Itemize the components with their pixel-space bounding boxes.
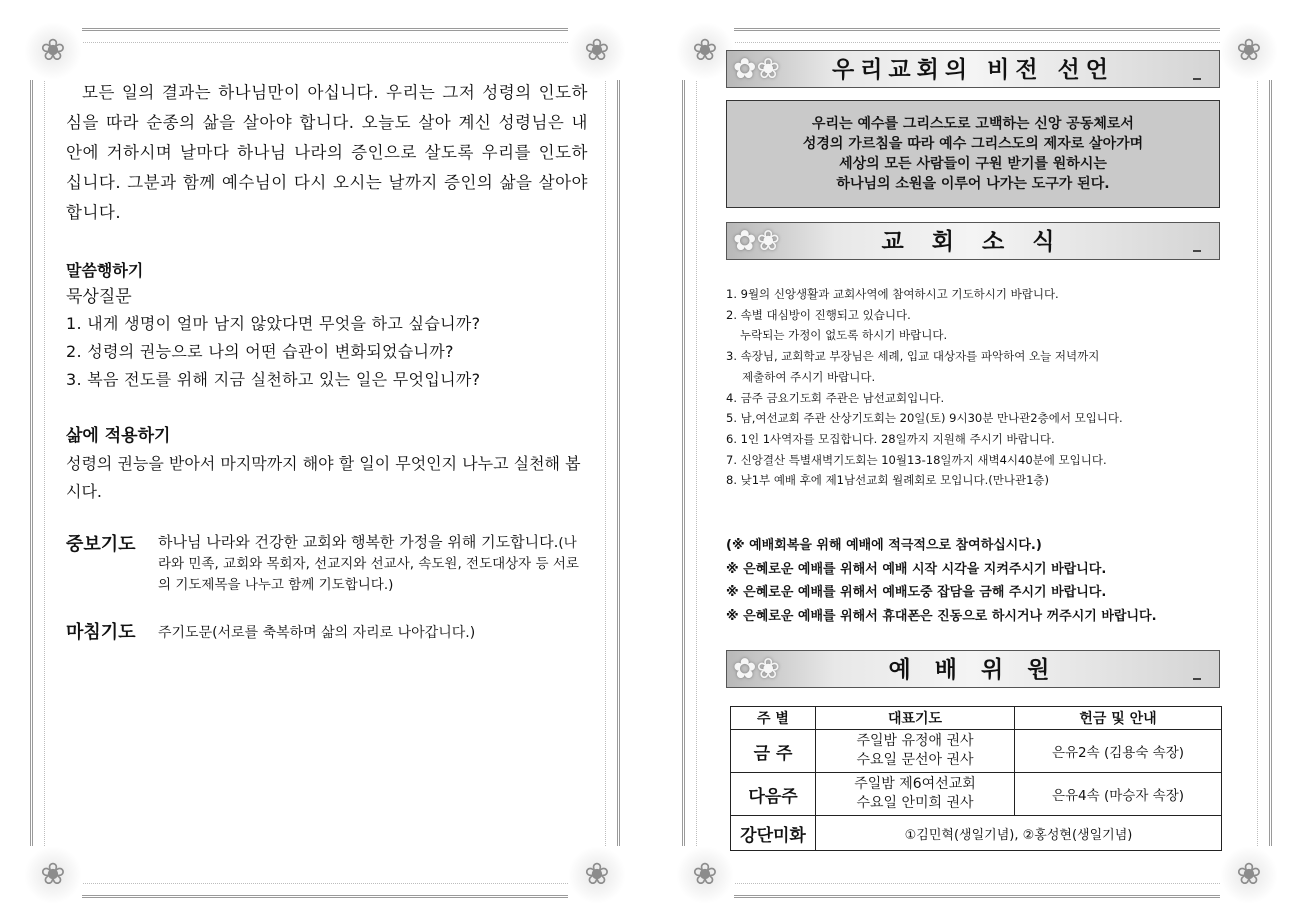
flower-ornament-icon: ❀	[676, 846, 734, 904]
vision-statement	[803, 114, 1143, 194]
notice-line: ※ 은혜로운 예배를 위해서 휴대폰은 진동으로 하시거나 꺼주시기 바랍니다.	[726, 608, 1157, 624]
news-title: 교 회 소 식	[881, 229, 1065, 255]
list-item: 2. 성령의 권능으로 나의 어떤 습관이 변화되었습니까?	[66, 342, 454, 361]
header-prayer: 대표기도	[816, 707, 1015, 730]
vision-line: 성경의 가르침을 따라 예수 그리스도의 제자로 살아가며	[802, 136, 1144, 152]
row-week: 금 주	[731, 730, 816, 773]
list-item: 4. 금주 금요기도회 주관은 남선교회입니다.	[726, 390, 945, 405]
list-item: 1. 9월의 신앙생활과 교회사역에 참여하시고 기도하시기 바랍니다.	[726, 287, 1059, 301]
list-item: 3. 속장님, 교회학교 부장님은 세례, 입교 대상자를 파악하여 오늘 저녁까지	[726, 349, 1100, 364]
flower-ornament-icon: ❀	[568, 22, 626, 80]
left-content	[66, 78, 588, 646]
flower-ornament-icon: ❀	[1220, 22, 1278, 80]
notice-line: ※ 은혜로운 예배를 위해서 예배 시작 시각을 지켜주시기 바랍니다.	[726, 561, 1107, 577]
table-header-row	[731, 707, 1222, 730]
meditation-title: 묵상질문	[66, 287, 132, 307]
vision-line: 우리는 예수를 그리스도로 고백하는 신앙 공동체로서	[812, 116, 1134, 132]
header-offering: 헌금 및 안내	[1015, 707, 1222, 730]
church-news-list	[726, 284, 1232, 491]
table-row	[731, 816, 1222, 851]
altar-flower-text: ①김민혁(생일기념), ②홍성현(생일기념)	[816, 816, 1222, 851]
table-row	[731, 773, 1222, 816]
flower-ornament-icon: ❀	[24, 846, 82, 904]
apply-title: 삶에 적용하기	[66, 426, 171, 446]
banner-mark	[1193, 250, 1201, 252]
daisy-icon: ✿❀	[733, 224, 780, 257]
list-item: 8. 낮1부 예배 후에 제1남선교회 월례회로 모입니다.(만나관1층)	[726, 473, 1049, 488]
list-item: 3. 복음 전도를 위해 지금 실천하고 있는 일은 무엇입니까?	[66, 370, 481, 389]
row-week: 강단미화	[731, 816, 816, 851]
meditation-questions	[66, 310, 588, 394]
closing-label: 마침기도	[66, 622, 136, 643]
row-week: 다음주	[731, 773, 816, 816]
vision-line: 하나님의 소원을 이루어 나가는 도구가 된다.	[836, 176, 1110, 192]
row-prayer	[816, 730, 1015, 773]
worship-notices	[726, 534, 1232, 628]
table-row	[731, 730, 1222, 773]
flower-ornament-icon: ❀	[24, 22, 82, 80]
notice-line: ※ 은혜로운 예배를 위해서 예배도중 잡담을 금해 주시기 바랍니다.	[726, 585, 1107, 600]
flower-ornament-icon: ❀	[676, 22, 734, 80]
list-item: 5. 남,여선교회 주관 산상기도회는 20일(토) 9시30분 만나관2층에서 모입니다.	[726, 411, 1123, 426]
prayer-line: 수요일 안미희 권사	[856, 795, 974, 811]
vision-line: 세상의 모든 사람들이 구원 받기를 원하시는	[839, 156, 1107, 172]
list-item: 7. 신앙결산 특별새벽기도회는 10월13-18일까지 새벽4시40분에 모입니다.	[726, 452, 1107, 467]
intercession-body	[158, 532, 588, 596]
vision-title: 우리교회의 비전 선언	[832, 57, 1114, 83]
word-practice-title: 말씀행하기	[66, 261, 144, 280]
intercession-label: 중보기도	[66, 534, 136, 555]
intercession-prayer	[66, 532, 588, 596]
list-item: 제출하여 주시기 바랍니다.	[742, 369, 876, 384]
list-item: 6. 1인 1사역자를 모집합니다. 28일까지 지원해 주시기 바랍니다.	[726, 431, 1055, 446]
list-item: 1. 내게 생명이 얼마 남지 않았다면 무엇을 하고 싶습니까?	[66, 314, 481, 333]
roles-banner	[726, 650, 1220, 688]
list-item: 2. 속별 대심방이 진행되고 있습니다.	[726, 307, 911, 322]
vision-banner	[726, 50, 1220, 88]
right-page	[682, 28, 1272, 898]
prayer-line: 주일밤 제6여선교회	[854, 776, 976, 792]
flower-ornament-icon: ❀	[1220, 846, 1278, 904]
daisy-icon: ✿❀	[733, 52, 780, 85]
apply-text: 성령의 권능을 받아서 마지막까지 해야 할 일이 무엇인지 나누고 실천해 봅시다.	[66, 454, 581, 501]
prayer-line: 주일밤 유정애 권사	[856, 733, 974, 749]
notice-line: (※ 예배회복을 위해 예배에 적극적으로 참여하십시다.)	[726, 538, 1042, 553]
worship-roles-table	[730, 706, 1222, 851]
closing-text: 주기도문(서로를 축복하며 삶의 자리로 나아갑니다.)	[158, 625, 476, 641]
roles-title: 예 배 위 원	[888, 657, 1058, 683]
flower-ornament-icon: ❀	[568, 846, 626, 904]
closing-prayer	[66, 620, 588, 646]
left-page	[30, 28, 620, 898]
banner-mark	[1193, 78, 1201, 80]
vision-statement-box	[726, 100, 1220, 208]
intro-paragraph	[66, 78, 588, 228]
row-offering: 은유2속 (김용숙 속장)	[1015, 730, 1222, 773]
intercession-rest: (나라와 민족, 교회와 목회자, 선교지와 선교사, 속도원, 전도대상자 등 서로의 기도제목을 나누고 함께 기도합니다.)	[158, 535, 579, 593]
header-week: 주 별	[731, 707, 816, 730]
list-item: 누락되는 가정이 없도록 하시기 바랍니다.	[740, 328, 948, 343]
intercession-first: 하나님 나라와 건강한 교회와 행복한 가정을 위해 기도합니다.	[158, 533, 559, 551]
prayer-line: 수요일 문선아 권사	[856, 752, 974, 768]
row-prayer	[816, 773, 1015, 816]
row-offering: 은유4속 (마승자 속장)	[1015, 773, 1222, 816]
banner-mark	[1193, 678, 1201, 680]
daisy-icon: ✿❀	[733, 652, 780, 685]
news-banner	[726, 222, 1220, 260]
intro-text: 모든 일의 결과는 하나님만이 아십니다. 우리는 그저 성령의 인도하심을 따라 순종의 삶을 살아야 합니다. 오늘도 살아 계신 성령님은 내 안에 거하시며 날마다 하나님 나라의 증인으로 살도록 우리를 인도하십니다. 그분과 함께 예수님이 다시 오시는 날까지 증인의 삶을 살아야 합니다.	[66, 83, 588, 222]
